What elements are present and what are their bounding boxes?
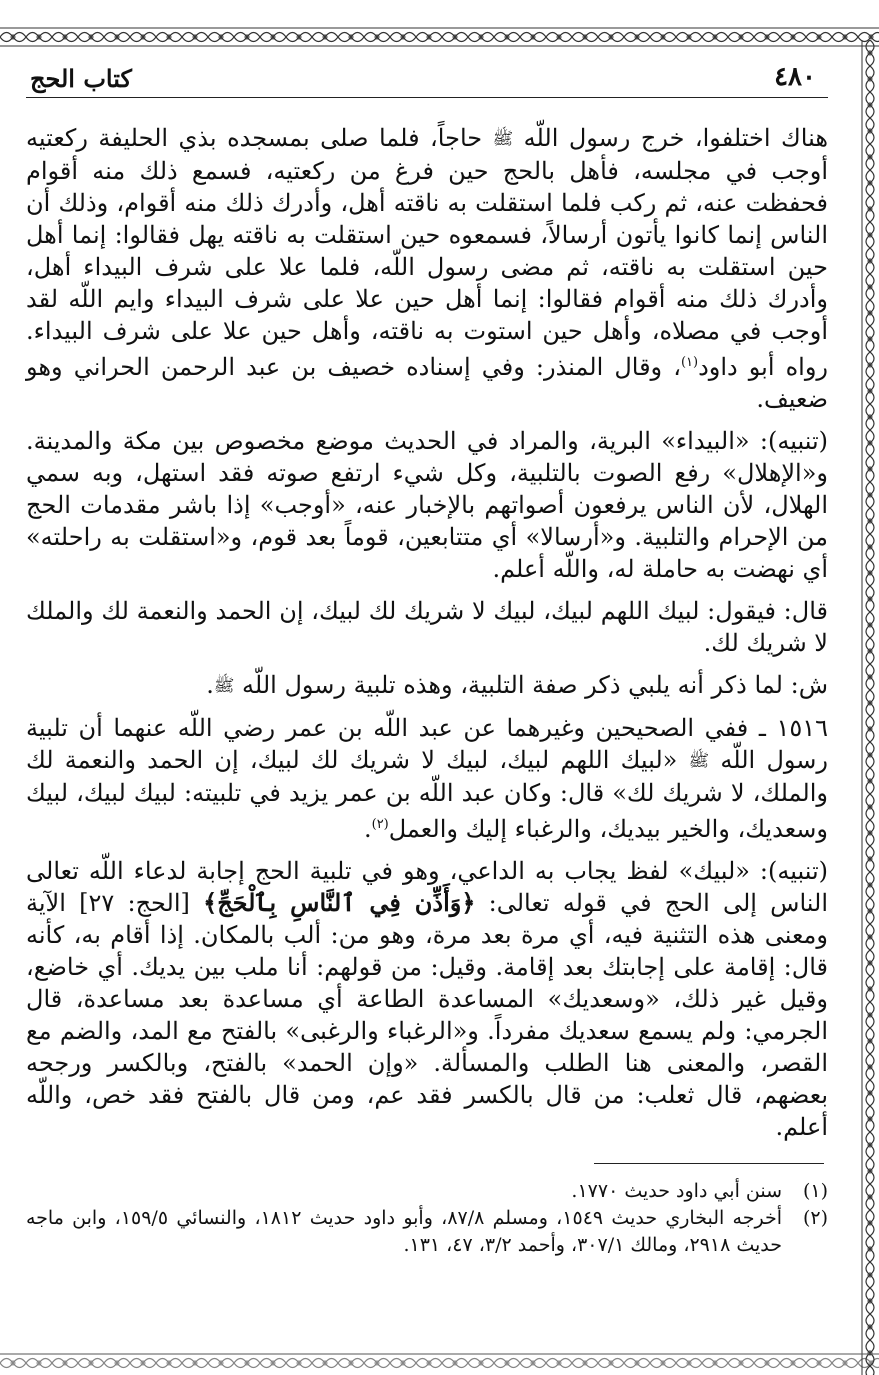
ornamental-border-top — [0, 26, 879, 48]
paragraph-note-baydaa: (تنبيه): «البيداء» البرية، والمراد في الحديث موضع مخصوص بين مكة والمدينة. و«الإهلال» رفع الصوت بالتلبية، وكل شيء ارتفع صوته فقد استهل، وبه سمي الهلال، لأن الناس يرفعون أصواتهم بالإخبار عنه، «أوجب» إذا باشر مقدمات الحج من الإحرام والتلبية. و«أرسالا» أي متتابعين، قوماً بعد قوم، و«استقلت به راحلته» أي نهضت به حاملة له، واللّه أعلم. — [26, 427, 828, 583]
paragraph-hadith-1516: ١٥١٦ ـ ففي الصحيحين وغيرهما عن عبد اللّه بن عمر رضي اللّه عنهما أن تلبية رسول اللّه ﷺ «لبيك اللهم لبيك، لبيك لا شريك لك لبيك، إن الحمد والنعمة لك والملك، لا شريك لك» قال: وكان عبد اللّه بن عمر يزيد في تلبيته: لبيك لبيك، لبيك وسعديك، والخير بيديك، والرغباء إليك والعمل$^{(٢)}$. — [26, 714, 828, 843]
running-title: كتاب الحج — [30, 64, 132, 93]
paragraph-hadith-narration: هناك اختلفوا، خرج رسول اللّه ﷺ حاجاً، فلما صلى بمسجده بذي الحليفة ركعتيه أوجب في مجلسه، فأهل بالحج حين فرغ من ركعتيه، فسمع ذلك منه أقوام فحفظت عنه، ثم ركب فلما استقلت به ناقته أهل، وأدرك ذلك منه أقوام، وذلك أن الناس إنما كانوا يأتون أرسالاً، فسمعوه حين استقلت به ناقته يهل فقالوا: إنما أهل حين استقلت به ناقته، ثم مضى رسول اللّه، فلما علا على شرف البيداء أهل، وأدرك ذلك منه أقوام فقالوا: إنما أهل حين علا على شرف البيداء وايم اللّه لقد أوجب في مصلاه، وأهل حين استوت به ناقته، وأهل حين علا على شرف البيداء. رواه أبو داود$^{(١)}$، وقال المنذر: وفي إسناده خصيف بن عبد الرحمن الحراني وهو ضعيف. — [26, 124, 828, 413]
footnote-2 — [26, 1205, 828, 1259]
footnote-text: أخرجه البخاري حديث ١٥٤٩، ومسلم ٨٧/٨، وأبو داود حديث ١٨١٢، والنسائي ١٥٩/٥، وابن ماجه حديث ٢٩١٨، ومالك ٣٠٧/١، وأحمد ٣/٢، ٤٧، ١٣١. — [26, 1207, 782, 1256]
book-page — [26, 58, 828, 1348]
footnote-number: (٢) — [802, 1207, 828, 1229]
footnote-ref-2[interactable]: (٢) — [371, 817, 389, 832]
footnotes — [26, 1163, 828, 1259]
footnote-text: سنن أبي داود حديث ١٧٧٠. — [571, 1180, 782, 1202]
ornamental-border-bottom — [0, 1352, 879, 1375]
footnote-separator — [594, 1163, 824, 1164]
honorific-glyph: ﷺ — [492, 129, 514, 149]
ornamental-border-right — [861, 40, 879, 1375]
page-header — [26, 58, 828, 98]
footnote-1 — [26, 1178, 828, 1205]
honorific-glyph: ﷺ — [213, 676, 235, 696]
quran-quote: ﴿وَأَذِّن فِي ٱلنَّاسِ بِٱلْحَجِّ﴾ — [203, 888, 476, 917]
footnote-number: (١) — [802, 1180, 828, 1202]
main-text — [26, 122, 828, 1143]
footnote-ref-1[interactable]: (١) — [680, 355, 699, 370]
paragraph-talbiyah-text: قال: فيقول: لبيك اللهم لبيك، لبيك لا شريك لك لبيك، إن الحمد والنعمة لك والملك لا شريك لك. — [26, 597, 828, 657]
paragraph-commentary: ش: لما ذكر أنه يلبي ذكر صفة التلبية، وهذه تلبية رسول اللّه ﷺ. — [206, 671, 828, 699]
paragraph-note-labbayk: (تنبيه): «لبيك» لفظ يجاب به الداعي، وهو في تلبية الحج إجابة لدعاء اللّه تعالى الناس إلى الحج في قوله تعالى: ﴿وَأَذِّن فِي ٱلنَّاسِ بِٱلْحَجِّ﴾ [الحج: ٢٧] الآية ومعنى هذه التثنية فيه، أي مرة بعد مرة، وهو من: ألب بالمكان. إذا أقام به، كأنه قال: إقامة على إجابتك بعد إقامة. وقيل: من قولهم: أنا ملب بين يديك. أي خاضع، وقيل غير ذلك، «وسعديك» المساعدة الطاعة أي مساعدة بعد مساعدة، قال الجرمي: ولم يسمع سعديك مفرداً. و«الرغباء والرغبى» بالفتح مع المد، والضم مع القصر، والمعنى هنا الطلب والمسألة. «وإن الحمد» بالفتح، وبالكسر ورجحه بعضهم، قال ثعلب: من قال بالكسر فقد عم، ومن قال بالفتح فقد خص، واللّه أعلم. — [26, 857, 829, 1141]
honorific-glyph: ﷺ — [688, 751, 710, 771]
header-rule — [26, 97, 828, 98]
page-number: ٤٨٠ — [774, 62, 816, 92]
